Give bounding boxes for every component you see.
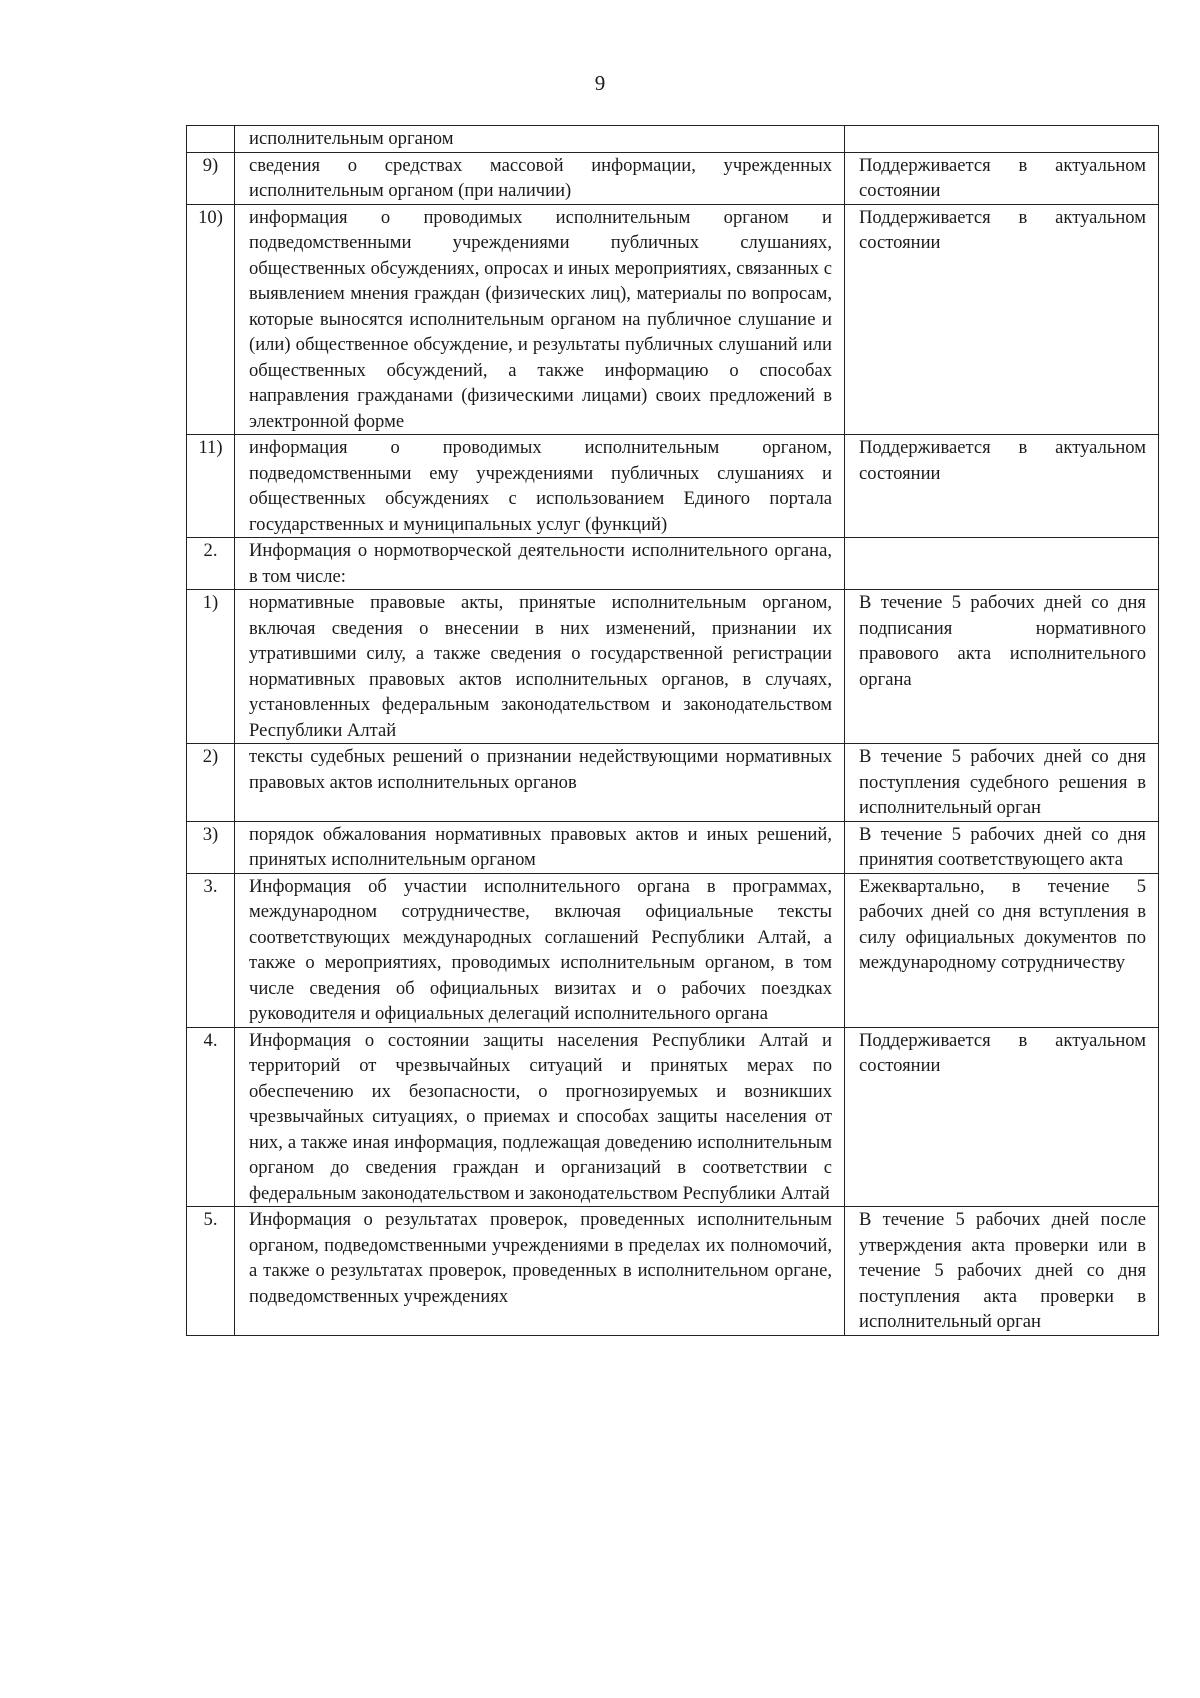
row-deadline: В течение 5 рабочих дней после утверждения акта проверки или в течение 5 рабочих дней со дня поступления акта проверки в исполнительный орган [845,1207,1159,1336]
row-description: Информация о состоянии защиты населения Республики Алтай и территорий от чрезвычайных ситуаций и принятых мерах по обеспечению их безопасности, о прогнозируемых и возникших чрезвычайных ситуациях, о приемах и способах защиты населения от них, а также иная информация, подлежащая доведению исполнительным органом до сведения граждан и организаций в соответствии с федеральным законодательством и законодательством Республики Алтай [235,1027,845,1207]
row-number: 2) [187,744,235,822]
table-row [187,126,1159,153]
row-number: 10) [187,204,235,435]
page-number: 9 [594,71,606,95]
row-description: нормативные правовые акты, принятые исполнительным органом, включая сведения о внесении в них изменений, признании их утратившими силу, а также сведения о государственной регистрации нормативных правовых актов исполнительных органов, в случаях, установленных федеральным законодательством и законодательством Республики Алтай [235,590,845,744]
table-row [187,204,1159,435]
row-number: 1) [187,590,235,744]
row-number: 5. [187,1207,235,1336]
row-deadline: Поддерживается в актуальном состоянии [845,204,1159,435]
row-deadline: В течение 5 рабочих дней со дня поступления судебного решения в исполнительный орган [845,744,1159,822]
table-row [187,152,1159,204]
row-deadline: Ежеквартально, в течение 5 рабочих дней со дня вступления в силу официальных документов по международному сотрудничеству [845,873,1159,1027]
row-number: 2. [187,538,235,590]
table-row [187,873,1159,1027]
row-deadline [845,126,1159,153]
row-deadline: В течение 5 рабочих дней со дня подписания нормативного правового акта исполнительного органа [845,590,1159,744]
row-number: 3. [187,873,235,1027]
table-row [187,821,1159,873]
row-deadline [845,538,1159,590]
table-row [187,1207,1159,1336]
row-number: 9) [187,152,235,204]
row-description: сведения о средствах массовой информации, учрежденных исполнительным органом (при наличии) [235,152,845,204]
row-description: Информация об участии исполнительного органа в программах, международном сотрудничестве, включая официальные тексты соответствующих международных соглашений Республики Алтай, а также о мероприятиях, проводимых исполнительным органом, в том числе сведения об официальных визитах и о рабочих поездках руководителя и официальных делегаций исполнительного органа [235,873,845,1027]
row-description: порядок обжалования нормативных правовых актов и иных решений, принятых исполнительным органом [235,821,845,873]
row-description: информация о проводимых исполнительным органом, подведомственными ему учреждениями публичных слушаниях и общественных обсуждениях с использованием Единого портала государственных и муниципальных услуг (функций) [235,435,845,538]
table-row [187,538,1159,590]
table-row [187,590,1159,744]
table-row [187,744,1159,822]
row-description: Информация о результатах проверок, проведенных исполнительным органом, подведомственными учреждениями в пределах их полномочий, а также о результатах проверок, проведенных в исполнительном органе, подведомственных учреждениях [235,1207,845,1336]
row-number: 3) [187,821,235,873]
row-description: исполнительным органом [235,126,845,153]
row-number: 11) [187,435,235,538]
row-description: информация о проводимых исполнительным органом и подведомственными учреждениями публичных слушаниях, общественных обсуждениях, опросах и иных мероприятиях, связанных с выявлением мнения граждан (физических лиц), материалы по вопросам, которые выносятся исполнительным органом на публичное слушание и (или) общественное обсуждение, и результаты публичных слушаний или общественных обсуждений, а также информацию о способах направления гражданами (физическими лицами) своих предложений в электронной форме [235,204,845,435]
information-table [186,125,1159,1336]
row-number: 4. [187,1027,235,1207]
row-deadline: Поддерживается в актуальном состоянии [845,435,1159,538]
row-deadline: В течение 5 рабочих дней со дня принятия соответствующего акта [845,821,1159,873]
table-row [187,435,1159,538]
table-row [187,1027,1159,1207]
row-deadline: Поддерживается в актуальном состоянии [845,152,1159,204]
row-description: тексты судебных решений о признании недействующими нормативных правовых актов исполнительных органов [235,744,845,822]
row-number [187,126,235,153]
row-description: Информация о нормотворческой деятельности исполнительного органа, в том числе: [235,538,845,590]
row-deadline: Поддерживается в актуальном состоянии [845,1027,1159,1207]
